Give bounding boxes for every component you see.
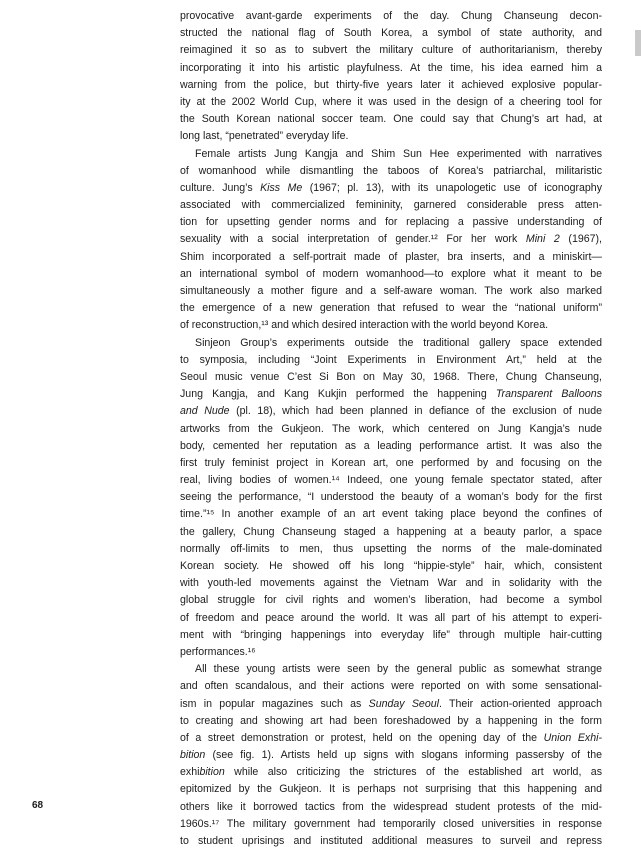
- text-line: bition (see fig. 1). Artists held up signs with slogans informing passersby of the: [180, 749, 602, 762]
- text-line: provocative avant-garde experiments of the day. Chung Chanseung decon-: [180, 10, 602, 22]
- text-line: reimagined it so as to subvert the military culture of authoritarianism, thereby: [180, 44, 602, 57]
- text-line: of reconstruction,¹³ and which desired interaction with the world beyond Korea.: [180, 319, 549, 332]
- page-edge-mark: [635, 30, 641, 56]
- text-line: an international symbol of modern womanhood—to explore what it meant to be: [180, 267, 602, 280]
- text-line: real, living bodies of women.¹⁴ Indeed, one young female spectator stated, after: [180, 474, 602, 487]
- text-line: ment with “bringing happenings into everyday life” through multiple hair-cutting: [180, 628, 602, 641]
- text-line: the South Korean national soccer team. One could say that Chung’s art had, at: [180, 113, 602, 126]
- text-line: body, cemented her reputation as a leading performance artist. It was also the: [180, 439, 602, 452]
- text-line: tion for upsetting gender norms and for replacing a passive understanding of: [180, 216, 602, 229]
- text-line: and often scandalous, and their actions were reported on with some sensational-: [180, 680, 602, 693]
- text-line: ity at the 2002 World Cup, where it was used in the design of a cheering tool for: [180, 95, 602, 108]
- text-line: epitomized by the Gukjeon. It is perhaps not surprising that this happening and: [180, 783, 602, 796]
- text-line: incorporating it into his artistic playfulness. At the time, his idea earned him a: [180, 61, 602, 74]
- text-line: of a street demonstration or protest, held on the opening day of the Union Exhi-: [180, 731, 602, 744]
- text-line: ism in popular magazines such as Sunday Seoul. Their action-oriented approach: [180, 697, 602, 710]
- text-line: and Nude (pl. 18), which had been planned in defiance of the exclusion of nude: [180, 405, 602, 418]
- text-line: normally off-limits to men, thus upsetting the norms of the male-dominated: [180, 542, 602, 555]
- text-line: long last, “penetrated” everyday life.: [180, 130, 349, 143]
- text-line: to creating and showing art had been foreshadowed by a happening in the form: [180, 714, 602, 727]
- text-line: seeing the performance, “I understood the beauty of a woman’s body for the first: [180, 491, 602, 504]
- body-text: [180, 8, 602, 850]
- text-line: warning from the police, but thirty-five years later it achieved explosive popular-: [180, 78, 602, 91]
- text-line: global struggle for civil rights and women’s liberation, had become a symbol: [180, 594, 602, 607]
- text-line: with youth-led movements against the Vietnam War and in solidarity with the: [180, 577, 602, 590]
- text-line: to symposia, including “Joint Experiments in Environment Art,” held at the: [180, 353, 602, 366]
- text-line: Jung Kangja, and Kang Kukjin performed the happening Transparent Balloons: [180, 388, 602, 401]
- text-line: exhibition while also criticizing the strictures of the established art world, as: [180, 766, 602, 779]
- text-line: the emergence of a new generation that refused to wear the “national uniform”: [180, 302, 602, 315]
- text-line: associated with commercialized femininity, garnered considerable press atten-: [180, 199, 602, 212]
- text-line: artworks from the Gukjeon. The work, which centered on Jung Kangja’s nude: [180, 422, 602, 435]
- text-line: structed the national flag of South Korea, a symbol of state authority, and: [180, 27, 602, 40]
- text-line: of freedom and peace around the world. It was all part of his attempt to experi-: [180, 611, 602, 624]
- text-line: sexuality with a social interpretation of gender.¹² For her work Mini 2 (1967),: [180, 233, 602, 246]
- text-line: time.”¹⁵ In another example of an art event taking place beyond the confines of: [180, 508, 602, 521]
- page-number: 68: [32, 800, 44, 811]
- text-line: of womanhood while dismantling the taboos of Korea’s patriarchal, militaristic: [180, 164, 602, 177]
- text-line: Sinjeon Group’s experiments outside the traditional gallery space extended: [195, 336, 602, 349]
- text-line: Korean society. He showed off his long “hippie-style” hair, which, consistent: [180, 560, 602, 572]
- text-line: culture. Jung’s Kiss Me (1967; pl. 13), with its unapologetic use of iconography: [180, 181, 602, 194]
- text-line: performances.¹⁶: [180, 645, 256, 658]
- text-line: first truly feminist project in Korean art, one performed by and focusing on the: [180, 456, 602, 469]
- text-line: 1960s.¹⁷ The military government had temporarily closed universities in response: [180, 817, 602, 830]
- text-line: Female artists Jung Kangja and Shim Sun Hee experimented with narratives: [195, 147, 602, 160]
- text-line: Seoul music venue C’est Si Bon on May 30, 1968. There, Chung Chanseung,: [180, 370, 602, 383]
- text-line: simultaneously a mother figure and a self-aware woman. The work also marked: [180, 285, 602, 297]
- text-line: Shim incorporated a self-portrait made of plaster, bra inserts, and a miniskirt—: [180, 250, 602, 263]
- text-line: others like it borrowed tactics from the widespread student protests of the mid-: [180, 800, 602, 813]
- text-line: to student uprisings and instituted additional measures to surveil and repress: [180, 835, 602, 847]
- text-line: the gallery, Chung Chanseung staged a happening at a beauty parlor, a space: [180, 525, 602, 538]
- text-line: All these young artists were seen by the general public as somewhat strange: [195, 663, 602, 676]
